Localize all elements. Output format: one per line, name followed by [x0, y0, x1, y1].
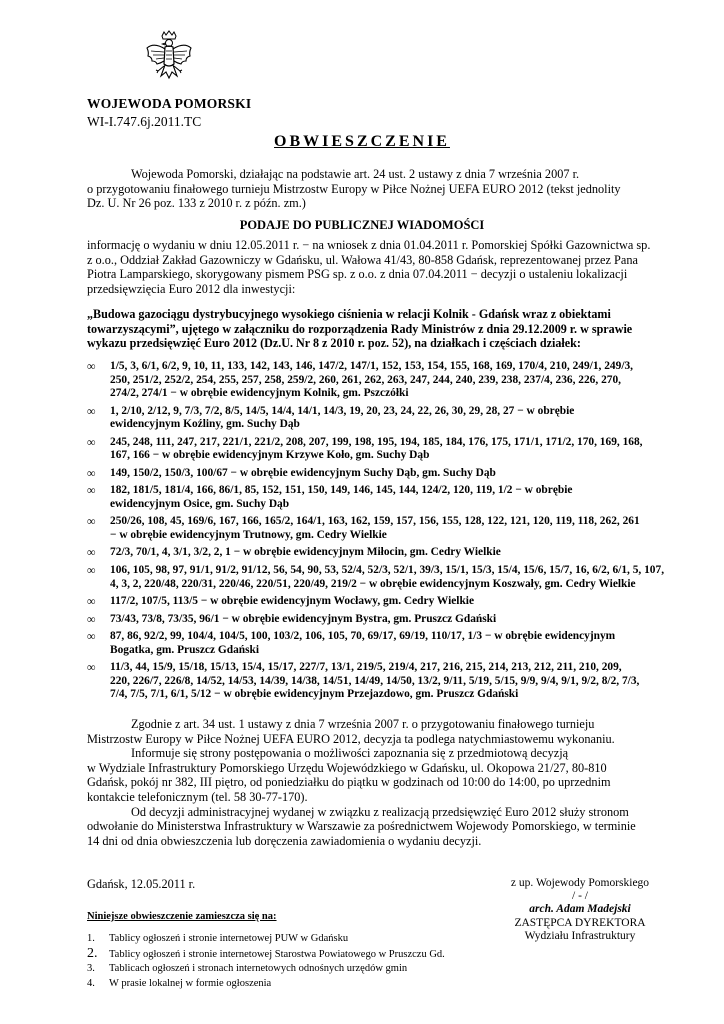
- parcel-line: 87, 86, 92/2, 99, 104/4, 104/5, 100, 103/2, 106, 105, 70, 69/17, 69/19, 110/17, 1/3 − w obrębie ewidencyjnym: [110, 630, 616, 642]
- info-line: Piotra Lamparskiego, skorygowany pismem PSG sp. z o.o. z dnia 07.04.2011 − decyzji o ustaleniu lokalizacji: [87, 267, 628, 282]
- parcel-list-item: [87, 405, 672, 432]
- investment-line: wykazu przedsięwzięć Euro 2012 (Dz.U. Nr 8 z 2010 r. poz. 52), na działkach i częściach działek:: [87, 336, 581, 351]
- infinity-bullet-icon: ∞: [87, 434, 96, 449]
- closing-paragraph: [87, 746, 669, 804]
- signature-block: [480, 877, 680, 943]
- parcel-line: ewidencyjnym Osice, gm. Suchy Dąb: [110, 497, 290, 510]
- parcel-list-item: [87, 546, 672, 560]
- parcel-line: 7/4, 7/5, 7/1, 6/1, 5/12 − w obrębie ewidencyjnym Przejazdowo, gm. Pruszcz Gdański: [110, 688, 519, 701]
- parcel-list-item: [87, 360, 672, 401]
- closing-line: kontakcie telefonicznym (tel. 58 30-77-170).: [87, 789, 308, 804]
- infinity-bullet-icon: ∞: [87, 545, 96, 560]
- info-line: przedsięwzięcia Euro 2012 dla inwestycji:: [87, 281, 296, 296]
- parcel-line: 245, 248, 111, 247, 217, 221/1, 221/2, 208, 207, 199, 198, 195, 194, 185, 184, 176, 175, 171/1, 171/2, 170, 169, 168,: [110, 435, 643, 448]
- parcel-line: 11/3, 44, 15/9, 15/18, 15/13, 15/4, 15/17, 227/7, 13/1, 219/5, 219/4, 217, 216, 215, 214, 213, 212, 211, 210, 209,: [110, 661, 622, 674]
- parcel-line: 182, 181/5, 181/4, 166, 86/1, 85, 152, 151, 150, 149, 146, 145, 144, 124/2, 120, 119, 1/2 − w obrębie: [110, 484, 573, 497]
- parcel-line: 106, 105, 98, 97, 91/1, 91/2, 91/12, 56, 54, 90, 53, 52/4, 52/3, 52/1, 39/3, 15/1, 15/3, 15/4, 15/6, 15/7, 16, 6/2, 6/1, 5, 107,: [110, 563, 665, 576]
- parcel-list-item: [87, 467, 672, 481]
- closing-paragraph: [87, 717, 669, 746]
- parcel-list-item: [87, 564, 672, 591]
- info-line: z o.o., Oddział Zakład Gazowniczy w Gdańsku, ul. Wałowa 41/43, 80-858 Gdańsk, reprezentowanej przez Pana: [87, 252, 638, 267]
- parcel-line: 4, 3, 2, 220/48, 220/31, 220/46, 220/51, 220/49, 219/2 − w obrębie ewidencyjnym Koszwały, gm. Cedry Wielkie: [110, 577, 636, 590]
- closing-line: Od decyzji administracyjnej wydanej w związku z realizacją przedsięwzięć Euro 2012 służy stronom: [131, 804, 629, 819]
- parcel-list-item: [87, 661, 672, 702]
- closing-line: w Wydziale Infrastruktury Pomorskiego Urzędu Wojewódzkiego w Gdańsku, ul. Okopowa 21/27, 80-810: [87, 760, 607, 775]
- parcel-line: − w obrębie ewidencyjnym Trutnowy, gm. Cedry Wielkie: [110, 528, 387, 541]
- distribution-item: [87, 977, 445, 992]
- parcel-line: 220, 226/7, 226/8, 14/52, 14/53, 14/39, 14/38, 14/51, 14/49, 14/50, 13/2, 9/11, 5/19, 5/15, 9/9, 9/4, 9/1, 9/2, 8/2, 7/3,: [110, 674, 640, 687]
- parcel-list-item: [87, 613, 672, 627]
- parcel-line: 250/26, 108, 45, 169/6, 167, 166, 165/2, 164/1, 163, 162, 159, 157, 156, 155, 128, 122, 121, 120, 119, 118, 262, 261: [110, 515, 640, 528]
- infinity-bullet-icon: ∞: [87, 594, 96, 609]
- parcel-line: 73/43, 73/8, 73/35, 96/1 − w obrębie ewidencyjnym Bystra, gm. Pruszcz Gdański: [110, 612, 497, 625]
- document-title: OBWIESZCZENIE: [274, 133, 450, 150]
- infinity-bullet-icon: ∞: [87, 660, 96, 675]
- infinity-bullet-icon: ∞: [87, 465, 96, 480]
- distribution-item: [87, 962, 445, 977]
- infinity-bullet-icon: ∞: [87, 562, 96, 577]
- investment-line: „Budowa gazociągu dystrybucyjnego wysokiego ciśnienia w relacji Kolnik - Gdańsk wraz z obiektami: [87, 307, 611, 321]
- distribution-text: W prasie lokalnej w formie ogłoszenia: [109, 977, 272, 989]
- distribution-heading: Niniejsze obwieszczenie zamieszcza się na:: [87, 911, 277, 922]
- infinity-bullet-icon: ∞: [87, 514, 96, 529]
- parcel-line: 149, 150/2, 150/3, 100/67 − w obrębie ewidencyjnym Suchy Dąb, gm. Suchy Dąb: [110, 466, 496, 479]
- distribution-text: Tablicach ogłoszeń i stronach internetowych odnośnych urzędów gmin: [109, 963, 408, 974]
- parcel-list-item: [87, 484, 672, 511]
- infinity-bullet-icon: ∞: [87, 629, 96, 643]
- parcel-list-item: [87, 515, 672, 542]
- infinity-bullet-icon: ∞: [87, 403, 96, 418]
- distribution-number: 2.: [87, 945, 98, 961]
- distribution-text: Tablicy ogłoszeń i stronie internetowej Starostwa Powiatowego w Pruszczu Gd.: [109, 948, 445, 960]
- parcel-list-item: [87, 630, 672, 657]
- parcel-list-item: [87, 436, 672, 463]
- information-paragraph: [87, 238, 669, 296]
- office-name: WOJEWODA POMORSKI: [87, 96, 252, 111]
- signature-mark: / - /: [572, 890, 588, 903]
- closing-line: Gdańsk, pokój nr 382, III piętro, od poniedziałku do piątku w godzinach od 10:00 do 14:00, po uprzednim: [87, 775, 611, 790]
- intro-line: o przygotowaniu finałowego turnieju Mistrzostw Europy w Piłce Nożnej UEFA EURO 2012 (tekst jednolity: [87, 181, 621, 196]
- distribution-number: 1.: [87, 933, 95, 944]
- parcel-line: ewidencyjnym Koźliny, gm. Suchy Dąb: [110, 418, 300, 431]
- parcel-list: [87, 360, 672, 706]
- intro-paragraph: [87, 167, 669, 211]
- closing-line: 14 dni od dnia obwieszczenia lub doręczenia zawiadomienia o wydaniu decyzji.: [87, 833, 482, 848]
- investment-description: [87, 307, 669, 351]
- parcel-line: 1, 2/10, 2/12, 9, 7/3, 7/2, 8/5, 14/5, 14/4, 14/1, 14/3, 19, 20, 23, 24, 22, 26, 30, 29, 28, 27 − w obrębie: [110, 404, 575, 417]
- parcel-line: 72/3, 70/1, 4, 3/1, 3/2, 2, 1 − w obrębie ewidencyjnym Miłocin, gm. Cedry Wielkie: [110, 546, 501, 559]
- intro-line: Wojewoda Pomorski, działając na podstawie art. 24 ust. 2 ustawy z dnia 7 września 2007 r.: [131, 167, 580, 181]
- closing-line: Mistrzostw Europy w Piłce Nożnej UEFA EURO 2012, decyzja ta podlega natychmiastowemu wykonaniu.: [87, 731, 615, 746]
- closing-line: Informuje się strony postępowania o możliwości zapoznania się z przedmiotową decyzją: [131, 746, 569, 761]
- signatory-position: ZASTĘPCA DYREKTORA: [514, 916, 646, 929]
- parcel-line: 167, 166 − w obrębie ewidencyjnym Krzywe Koło, gm. Suchy Dąb: [110, 449, 430, 462]
- place-date: Gdańsk, 12.05.2011 r.: [87, 877, 196, 891]
- polish-eagle-emblem-icon: [144, 30, 194, 90]
- distribution-list: [87, 932, 445, 991]
- signatory-department: Wydziału Infrastruktury: [524, 929, 636, 942]
- info-line: informację o wydaniu w dniu 12.05.2011 r. − na wniosek z dnia 01.04.2011 r. Pomorskiej Spółki Gazownictwa sp.: [87, 238, 651, 252]
- closing-line: odwołanie do Ministerstwa Infrastruktury w Warszawie za pośrednictwem Wojewody Pomorskiego, w terminie: [87, 819, 636, 834]
- parcel-line: 1/5, 3, 6/1, 6/2, 9, 10, 11, 133, 142, 143, 146, 147/2, 147/1, 152, 153, 154, 155, 168, 169, 170/4, 210, 249/1, 249/3,: [110, 360, 634, 372]
- closing-line: Zgodnie z art. 34 ust. 1 ustawy z dnia 7 września 2007 r. o przygotowaniu finałowego turnieju: [131, 717, 595, 731]
- parcel-line: 274/2, 274/1 − w obrębie ewidencyjnym Kolnik, gm. Pszczółki: [110, 387, 409, 400]
- closing-paragraph: [87, 805, 669, 849]
- parcel-list-item: [87, 595, 672, 609]
- reference-number: WI-I.747.6j.2011.TC: [87, 114, 202, 129]
- distribution-number: 3.: [87, 963, 95, 974]
- signature-on-behalf: z up. Wojewody Pomorskiego: [510, 877, 650, 889]
- distribution-item: [87, 947, 445, 963]
- distribution-text: Tablicy ogłoszeń i stronie internetowej PUW w Gdańsku: [109, 933, 349, 944]
- announcement-heading: PODAJE DO PUBLICZNEJ WIADOMOŚCI: [239, 218, 485, 232]
- parcel-line: 250, 251/2, 252/2, 254, 255, 257, 258, 259/2, 260, 261, 262, 263, 247, 244, 240, 239, 238, 237/4, 236, 226, 270,: [110, 373, 621, 386]
- intro-line: Dz. U. Nr 26 poz. 133 z 2010 r. z późn. zm.): [87, 196, 306, 211]
- signatory-name: arch. Adam Madejski: [529, 903, 631, 916]
- infinity-bullet-icon: ∞: [87, 359, 96, 373]
- closing-paragraphs: [87, 717, 669, 848]
- parcel-line: 117/2, 107/5, 113/5 − w obrębie ewidencyjnym Wocławy, gm. Cedry Wielkie: [110, 595, 475, 608]
- infinity-bullet-icon: ∞: [87, 611, 96, 626]
- distribution-item: [87, 932, 445, 947]
- parcel-line: Bogatka, gm. Pruszcz Gdański: [110, 643, 260, 656]
- investment-line: towarzyszącymi”, ujętego w załączniku do rozporządzenia Rady Ministrów z dnia 29.12.2009 r. w sprawie: [87, 321, 633, 336]
- distribution-number: 4.: [87, 977, 95, 989]
- infinity-bullet-icon: ∞: [87, 483, 96, 498]
